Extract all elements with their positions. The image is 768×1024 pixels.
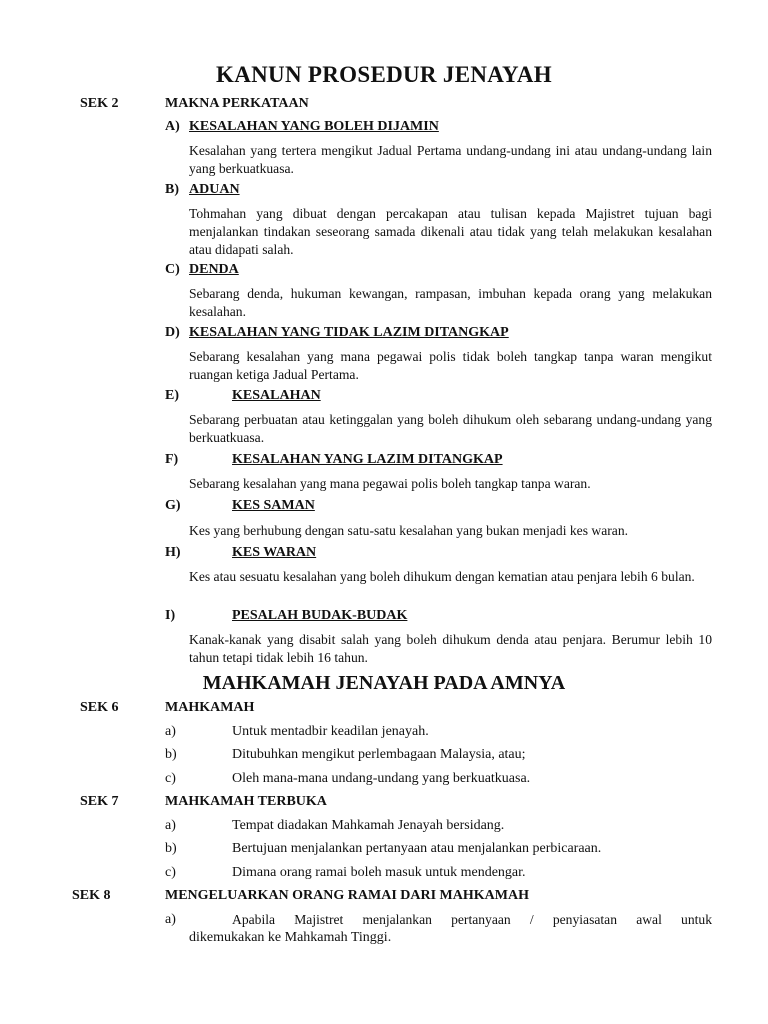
sub-letter: c) <box>165 771 176 786</box>
item-heading: KESALAHAN YANG LAZIM DITANGKAP <box>232 452 503 467</box>
sub-letter: c) <box>165 865 176 880</box>
item-text: Kes atau sesuatu kesalahan yang boleh dihukum dengan kematian atau penjara lebih 6 bulan. <box>189 569 695 584</box>
sub-letter: a) <box>165 818 176 833</box>
item-letter: I) <box>165 608 176 623</box>
item-text: Tohmahan yang dibuat dengan percakapan atau tulisan kepada Majistret tujuan bagi menjalankan tindakan seseorang samada dikenali atau tidak yang telah melakukan kesalahan atau didapati salah. <box>189 206 712 257</box>
sek7-heading: MAHKAMAH TERBUKA <box>165 794 327 809</box>
item-text: Sebarang kesalahan yang mana pegawai polis tidak boleh tangkap tanpa waran mengikut ruangan ketiga Jadual Pertama. <box>189 349 712 382</box>
sek2-heading: MAKNA PERKATAAN <box>165 96 309 111</box>
item-letter: B) <box>165 182 179 197</box>
item-heading: KESALAHAN YANG TIDAK LAZIM DITANGKAP <box>189 325 509 340</box>
sub-letter: b) <box>165 841 177 856</box>
sub-text-line2: dikemukakan ke Mahkamah Tinggi. <box>189 930 392 945</box>
item-letter: C) <box>165 262 180 277</box>
item-text: Sebarang denda, hukuman kewangan, rampasan, imbuhan kepada orang yang melakukan kesalahan. <box>189 286 712 319</box>
sub-text: Dimana orang ramai boleh masuk untuk mendengar. <box>232 865 526 880</box>
item-letter: E) <box>165 388 179 403</box>
sub-text-line1: Apabila Majistret menjalankan pertanyaan / penyiasatan awal untuk <box>232 912 712 927</box>
item-heading: ADUAN <box>189 182 240 197</box>
sub-letter: a) <box>165 912 176 927</box>
item-heading: PESALAH BUDAK-BUDAK <box>232 608 408 623</box>
sek6-heading: MAHKAMAH <box>165 700 255 715</box>
sub-letter: a) <box>165 724 176 739</box>
sek2-label: SEK 2 <box>80 96 119 111</box>
sub-text: Oleh mana-mana undang-undang yang berkuatkuasa. <box>232 771 531 786</box>
sub-text: Tempat diadakan Mahkamah Jenayah bersidang. <box>232 818 505 833</box>
item-heading: KES WARAN <box>232 545 317 560</box>
item-heading: KESALAHAN YANG BOLEH DIJAMIN <box>189 119 439 134</box>
section-title: MAHKAMAH JENAYAH PADA AMNYA <box>202 672 566 694</box>
item-text: Kes yang berhubung dengan satu-satu kesalahan yang bukan menjadi kes waran. <box>189 523 629 538</box>
sek8-heading: MENGELUARKAN ORANG RAMAI DARI MAHKAMAH <box>165 888 529 903</box>
item-letter: G) <box>165 498 181 513</box>
item-text: Kesalahan yang tertera mengikut Jadual Pertama undang-undang ini atau undang-undang lain yang berkuatkuasa. <box>189 143 712 176</box>
item-text: Kanak-kanak yang disabit salah yang boleh dihukum denda atau penjara. Berumur lebih 10 tahun tetapi tidak lebih 16 tahun. <box>189 632 712 665</box>
item-heading: KES SAMAN <box>232 498 315 513</box>
document-title: KANUN PROSEDUR JENAYAH <box>216 62 552 87</box>
sek7-label: SEK 7 <box>80 794 119 809</box>
sub-text: Untuk mentadbir keadilan jenayah. <box>232 724 429 739</box>
item-letter: D) <box>165 325 180 340</box>
item-heading: DENDA <box>189 262 239 277</box>
sub-letter: b) <box>165 747 177 762</box>
sub-text: Bertujuan menjalankan pertanyaan atau menjalankan perbicaraan. <box>232 841 602 856</box>
item-letter: F) <box>165 452 179 467</box>
item-letter: A) <box>165 119 180 134</box>
item-text: Sebarang kesalahan yang mana pegawai polis boleh tangkap tanpa waran. <box>189 476 591 491</box>
sek6-label: SEK 6 <box>80 700 119 715</box>
sub-text: Ditubuhkan mengikut perlembagaan Malaysia, atau; <box>232 747 526 762</box>
sek8-label: SEK 8 <box>72 888 111 903</box>
item-text: Sebarang perbuatan atau ketinggalan yang boleh dihukum oleh sebarang undang-undang yang berkuatkuasa. <box>189 412 712 445</box>
item-letter: H) <box>165 545 181 560</box>
item-heading: KESALAHAN <box>232 388 321 403</box>
